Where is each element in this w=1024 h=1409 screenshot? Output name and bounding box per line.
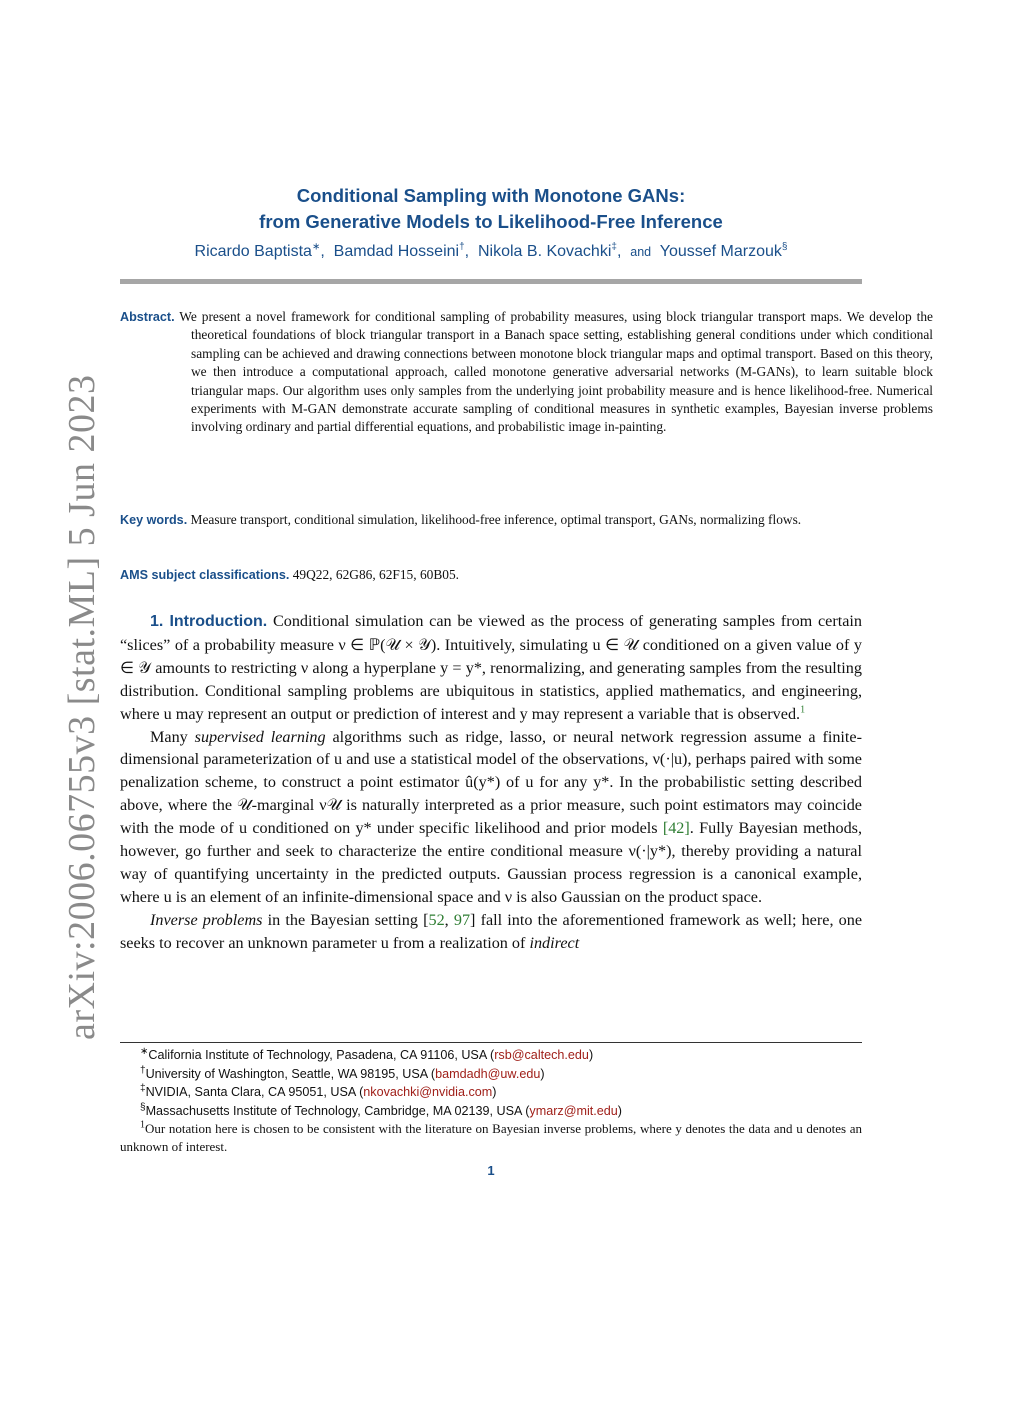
- arxiv-stamp: arXiv:2006.06755v3 [stat.ML] 5 Jun 2023: [61, 374, 103, 1040]
- author-and: and: [630, 245, 652, 259]
- footnote-ref-1[interactable]: 1: [800, 704, 806, 716]
- section-heading: 1. Introduction.: [150, 613, 268, 630]
- ams-label: AMS subject classifications.: [120, 568, 290, 582]
- footnote-rule: [120, 1042, 862, 1043]
- author-1-mark: ∗: [311, 241, 321, 253]
- title-line-1: Conditional Sampling with Monotone GANs:: [296, 185, 686, 206]
- intro-p1-text: Conditional simulation can be viewed as the process of generating samples from certain “slices” of a probability measure ν ∈ ℙ(𝒰 × 𝒴). Intuitively, simulating u ∈ 𝒰 conditioned on a given value of y ∈ 𝒴 amounts to restricting ν along a hyperplane y = y*, renormalizing, and generating samples from the resulting distribution. Conditional sampling problems are ubiquitous in statistics, applied mathematics, and engineering, where u may represent an output or prediction of interest and y may represent a variable that is observed.: [120, 612, 863, 723]
- footnote-affiliation-1: [120, 1046, 862, 1065]
- footnote-close: ): [588, 1048, 594, 1062]
- author-list: Ricardo Baptista∗, Bamdad Hosseini†, Nikola B. Kovachki‡, and Youssef Marzouk§: [194, 241, 788, 260]
- author-1: Ricardo Baptista: [194, 243, 312, 260]
- footnote-close: ): [492, 1085, 497, 1100]
- title-line-2: from Generative Models to Likelihood-Free Inference: [259, 211, 723, 232]
- intro-p2-text: algorithms such as ridge, lasso, or neural network regression assume a finite-dimensional parameterization of u and use a statistical model of the observations, ν(·|u), perhaps paired with some penalization scheme, to construct a point estimator û(y*) of u for any y*. In the probabilistic setting described above, where the 𝒰-marginal ν𝒰 is naturally interpreted as a prior measure, such point estimators may coincide with the mode of u conditioned on y* under specific likelihood and prior models: [120, 727, 862, 838]
- footnote-text: California Institute of Technology, Pasadena, CA 91106, USA (: [148, 1048, 495, 1062]
- footnote-text: University of Washington, Seattle, WA 98195, USA (: [145, 1066, 436, 1081]
- footnote-affiliation-3: [120, 1083, 862, 1102]
- footnote-close: ): [617, 1103, 622, 1118]
- author-2-mark: †: [459, 241, 465, 253]
- abstract-label: Abstract.: [120, 310, 175, 324]
- keywords: [120, 511, 945, 529]
- email-link[interactable]: nkovachki@nvidia.com: [363, 1085, 493, 1100]
- intro-p3-emphasis-2: indirect: [529, 933, 580, 952]
- keywords-label: Key words.: [120, 513, 188, 527]
- author-4: Youssef Marzouk: [659, 243, 782, 260]
- paper-title: [120, 183, 862, 235]
- footnote-text: NVIDIA, Santa Clara, CA 95051, USA (: [145, 1085, 364, 1100]
- footnote-mark: 1: [140, 1120, 145, 1132]
- ams-text: 49Q22, 62G86, 62F15, 60B05.: [292, 567, 460, 582]
- keywords-text: Measure transport, conditional simulation, likelihood-free inference, optimal transport, GANs, normalizing flows.: [190, 512, 802, 527]
- email-link[interactable]: rsb@caltech.edu: [494, 1048, 589, 1062]
- page-number: 1: [487, 1163, 495, 1178]
- author-4-mark: §: [781, 241, 788, 253]
- footnote-mark: †: [140, 1064, 146, 1076]
- footnote-mark: §: [140, 1101, 146, 1113]
- intro-p3-emphasis: Inverse problems: [150, 910, 263, 929]
- author-3-mark: ‡: [611, 241, 617, 253]
- email-link[interactable]: bamdadh@uw.edu: [435, 1066, 541, 1081]
- citation-97[interactable]: 97: [453, 910, 471, 929]
- footnote-close: ): [540, 1066, 545, 1081]
- intro-p3-text: in the Bayesian setting [: [267, 910, 429, 929]
- intro-p2-start: Many: [150, 727, 188, 746]
- citation-separator: ,: [444, 910, 454, 929]
- author-2: Bamdad Hosseini: [333, 243, 460, 260]
- citation-42[interactable]: [42]: [662, 819, 690, 838]
- intro-paragraph-3: [120, 909, 862, 955]
- intro-p2-end: . Fully Bayesian methods, however, go further and seek to characterize the entire conditional measure ν(·|y*), thereby providing a natural way of quantifying uncertainty in the predicted outputs. Gaussian process regression is a canonical example, where u is an element of an infinite-dimensional space and ν is also Gaussian on the product space.: [120, 819, 863, 906]
- intro-paragraph-2: [120, 726, 862, 909]
- intro-paragraph-1: [120, 610, 862, 726]
- footnote-text: Massachusetts Institute of Technology, Cambridge, MA 02139, USA (: [145, 1103, 530, 1118]
- abstract-text: We present a novel framework for conditional sampling of probability measures, using block triangular transport maps. We develop the theoretical foundations of block triangular transport in a Banach space setting, establishing general conditions under which conditional sampling can be achieved and drawing connections between monotone block triangular maps and optimal transport. Based on this theory, we then introduce a computational approach, called monotone generative adversarial networks (M-GANs), to learn suitable block triangular maps. Our algorithm uses only samples from the underlying joint probability measure and is hence likelihood-free. Numerical experiments with M-GAN demonstrate accurate sampling of conditional measures in synthetic examples, Bayesian inverse problems involving ordinary and partial differential equations, and probabilistic image in-painting.: [179, 309, 933, 435]
- author-3: Nikola B. Kovachki: [477, 243, 612, 260]
- footnotes: [120, 1046, 862, 1156]
- intro-p2-emphasis: supervised learning: [194, 727, 326, 746]
- footnote-affiliation-2: [120, 1065, 862, 1084]
- intro-p3-rest: ] fall into the aforementioned framework as well; here, one seeks to recover an unknown parameter u from a realization of: [120, 910, 863, 952]
- footnote-mark: ‡: [140, 1083, 146, 1094]
- ams-classifications: [120, 566, 862, 584]
- footnote-1: [120, 1120, 862, 1156]
- title-rule: [120, 279, 862, 284]
- citation-52[interactable]: 52: [428, 910, 445, 929]
- footnote-text: Our notation here is chosen to be consistent with the literature on Bayesian inverse problems, where y denotes the data and u denotes an unknown of interest.: [120, 1121, 862, 1155]
- email-link[interactable]: ymarz@mit.edu: [529, 1103, 618, 1118]
- introduction-section: [120, 610, 862, 955]
- footnote-affiliation-4: [120, 1102, 862, 1121]
- footnote-mark: ∗: [140, 1045, 149, 1057]
- abstract: [120, 308, 933, 437]
